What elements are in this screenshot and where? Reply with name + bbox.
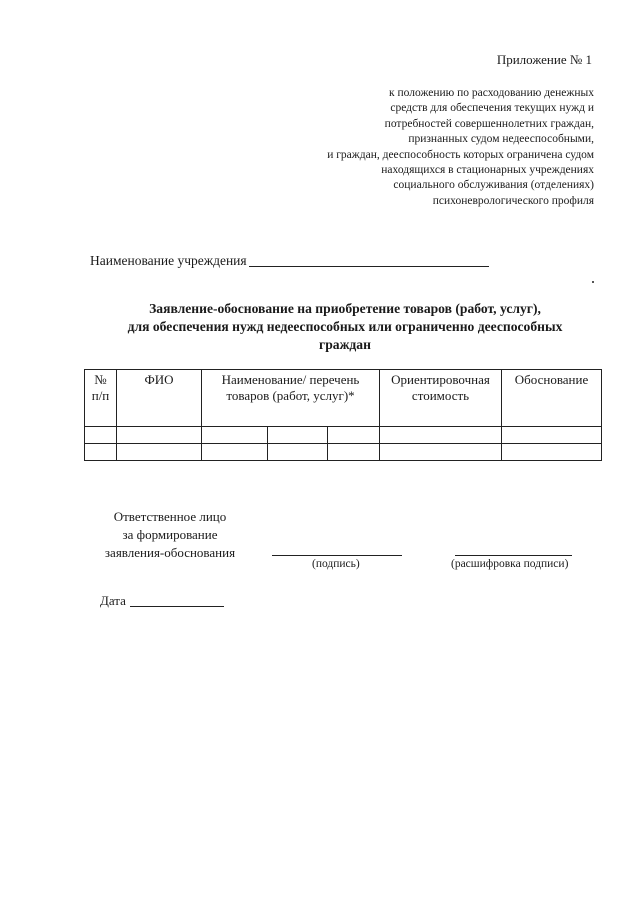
signature-caption: (подпись) bbox=[312, 558, 360, 570]
appendix-line: находящихся в стационарных учреждениях bbox=[381, 164, 594, 177]
table-cell bbox=[380, 427, 502, 444]
header-fio: ФИО bbox=[117, 370, 202, 427]
header-number: № п/п bbox=[85, 370, 117, 427]
header-reason: Обоснование bbox=[502, 370, 602, 427]
table-cell bbox=[85, 444, 117, 461]
table-cell bbox=[117, 444, 202, 461]
signature-line bbox=[272, 555, 402, 556]
table-cell bbox=[202, 427, 268, 444]
date-label: Дата bbox=[100, 593, 126, 608]
appendix-title: Приложение № 1 bbox=[496, 52, 592, 67]
appendix-line: признанных судом недееспособными, bbox=[408, 133, 594, 146]
appendix-line: потребностей совершеннолетних граждан, bbox=[384, 117, 594, 130]
header-cost: Ориентировочная стоимость bbox=[380, 370, 502, 427]
date-fill-line bbox=[130, 592, 224, 607]
appendix-line: к положению по расходованию денежных bbox=[389, 87, 594, 99]
title-line: для обеспечения нужд недееспособных или ограниченно дееспособных bbox=[127, 319, 563, 334]
table-cell bbox=[502, 427, 602, 444]
header-goods: Наименование/ перечень товаров (работ, услуг)* bbox=[202, 370, 380, 427]
appendix-line: и граждан, дееспособность которых ограничена судом bbox=[327, 148, 594, 161]
title-line: Заявление-обоснование на приобретение товаров (работ, услуг), bbox=[149, 301, 541, 316]
table-cell bbox=[85, 427, 117, 444]
appendix-description bbox=[254, 86, 594, 209]
appendix-line: средств для обеспечения текущих нужд и bbox=[390, 102, 594, 115]
table-header-row bbox=[85, 370, 602, 427]
scan-dot bbox=[592, 281, 594, 283]
request-table bbox=[84, 369, 602, 461]
table-cell bbox=[202, 444, 268, 461]
signature-decode-line bbox=[455, 555, 572, 556]
responsible-person-label: Ответственное лицо за формирование заявления-обоснования bbox=[104, 509, 236, 560]
institution-label: Наименование учреждения bbox=[90, 253, 247, 268]
date-field bbox=[100, 592, 224, 609]
table-cell bbox=[502, 444, 602, 461]
institution-field bbox=[90, 252, 489, 269]
document-title bbox=[80, 300, 610, 354]
table-cell bbox=[268, 427, 328, 444]
signature-decode-caption: (расшифровка подписи) bbox=[451, 558, 569, 570]
title-line: граждан bbox=[319, 337, 371, 352]
table-cell bbox=[328, 444, 380, 461]
table-cell bbox=[117, 427, 202, 444]
table-row bbox=[85, 427, 602, 444]
table-row bbox=[85, 444, 602, 461]
institution-fill-line bbox=[249, 252, 489, 267]
appendix-line: психоневрологического профиля bbox=[432, 194, 594, 207]
table-cell bbox=[380, 444, 502, 461]
table-cell bbox=[328, 427, 380, 444]
appendix-line: социального обслуживания (отделениях) bbox=[393, 179, 594, 192]
table-cell bbox=[268, 444, 328, 461]
